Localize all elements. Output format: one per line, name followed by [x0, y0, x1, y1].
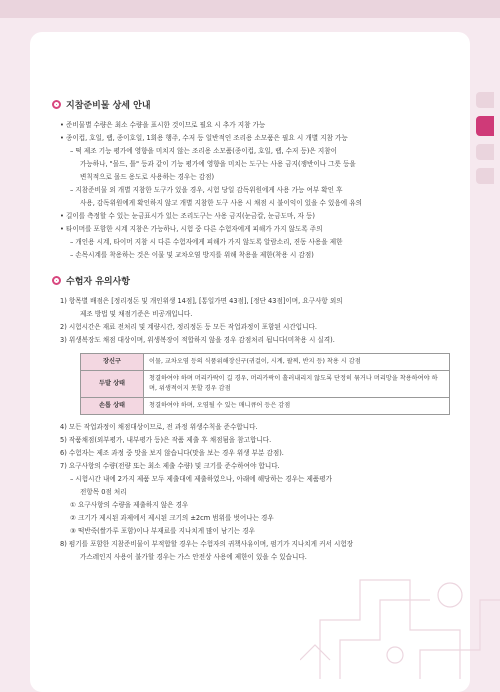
text-line: 가스레인지 사용이 불가할 경우는 가스 안전상 사용에 제한이 있을 수 있습니다.	[80, 553, 307, 561]
table-row	[81, 371, 450, 398]
text-line: 1) 항목별 배점은 [정리정돈 및 개인위생 14점], [통일가면 43점], [정단 43점]이며, 요구사항 외의	[60, 297, 343, 305]
text-line: – 떡 제조 기능 평가에 영향을 미치지 않는 조리용 소모품(종이컵, 호일, 랩, 수저 등)은 지참이	[70, 147, 338, 155]
text-line: 가능하나, "몰드, 틀" 등과 같이 기능 평가에 영향을 미치는 도구는 사용 금지(쟁반이나 그릇 등을	[80, 160, 356, 168]
text-line: • 준비물별 수량은 최소 수량을 표시한 것이므로 필요 시 추가 지참 가능	[60, 121, 266, 129]
text-line: 6) 수험자는 제조 과정 중 맛을 보지 않습니다(맛을 보는 경우 위생 부분 감점).	[60, 449, 284, 457]
text-line: ② 크기가 제시된 과제에서 제시된 크기의 ±2cm 범위를 벗어나는 경우	[70, 514, 274, 522]
side-tabs	[476, 92, 496, 192]
row-label: 손톱 상태	[81, 398, 144, 415]
text-line: – 지참준비물 외 개별 지참한 도구가 있을 경우, 시험 당일 감독위원에게 사용 가능 여부 확인 후	[70, 186, 343, 194]
text-line: – 손목시계를 착용하는 것은 이물 및 교차오염 방지를 위해 착용을 제한(착용 시 감점)	[70, 251, 314, 259]
text-line: 사용, 감독위원에게 확인하지 않고 개별 지참한 도구 사용 시 채점 시 불이익이 있을 수 있음에 유의	[80, 199, 362, 207]
side-tab[interactable]	[476, 144, 494, 160]
row-text: 청결하여야 하며, 오염될 수 있는 매니큐어 등은 감점	[144, 398, 450, 415]
text-line: 2) 시험시간은 재료 전처리 및 계량시간, 정리정돈 등 모든 작업과정이 포함된 시간입니다.	[60, 323, 317, 331]
side-tab[interactable]	[476, 168, 494, 184]
content	[52, 98, 452, 564]
text-line: 4) 모든 작업과정이 채점대상이므로, 전 과정 위생수칙을 준수합니다.	[60, 423, 258, 431]
text-line: • 길이를 측정할 수 있는 눈금표시가 있는 조리도구는 사용 금지(눈금칼, 눈금도마, 자 등)	[60, 212, 315, 220]
section-bullet-icon	[52, 276, 61, 285]
text-line: 3) 위생복장도 채점 대상이며, 위생복장이 적합하지 않을 경우 감점처리 됩니다(미착용 시 실격).	[60, 336, 335, 344]
section-prep-materials-title	[52, 98, 452, 111]
text-line: 전항목 0점 처리	[80, 488, 127, 496]
row-label: 장신구	[81, 354, 144, 371]
section-title-text: 지참준비물 상세 안내	[66, 101, 151, 111]
table-row	[81, 354, 450, 371]
row-text: 이물, 교차오염 등의 식품위해장신구(귀걸이, 시계, 팔찌, 반지 등) 착용 시 감점	[144, 354, 450, 371]
text-line: ③ 떡반죽(쌀가루 포함)이나 부재료를 지나치게 많이 남기는 경우	[70, 527, 255, 535]
section-bullet-icon	[52, 100, 61, 109]
row-label: 두발 상태	[81, 371, 144, 398]
text-line: • 종이컵, 호일, 랩, 종이호일, 1회용 행주, 수저 등 일반적인 조리용 소모품은 필요 시 개별 지참 가능	[60, 134, 348, 142]
text-line: 5) 작품채점(외부평가, 내부평가 등)은 작품 제출 후 채점됨을 참고합니다.	[60, 436, 272, 444]
prep-materials-list	[52, 119, 452, 262]
text-line: – 시험시간 내에 2가지 제품 모두 제출대에 제출하였으나, 아래에 해당하는 경우는 제품평가	[70, 475, 332, 483]
table-row	[81, 398, 450, 415]
hygiene-table	[80, 353, 450, 415]
text-line: 제조 방법 및 채점기준은 비공개입니다.	[80, 310, 193, 318]
top-bar	[0, 0, 500, 18]
section-candidate-notes-title	[52, 274, 452, 287]
text-line: 8) 펌기를 포함한 지참준비물이 부적합할 경우는 수험자의 귀책사유이며, 펌기가 지나치게 커서 시험장	[60, 540, 354, 548]
candidate-notes-list-continued	[52, 421, 452, 564]
text-line: – 개인용 시계, 타이머 지참 시 다른 수험자에게 피해가 가지 않도록 알람소리, 진동 사용을 제한	[70, 238, 343, 246]
text-line: 변칙적으로 몰드 용도로 사용하는 경우는 감점)	[80, 173, 215, 181]
row-text: 청결하여야 하며 머리카락이 길 경우, 머리카락이 흘러내리지 않도록 단정히 묶거나 머리망을 착용하여야 하며, 위생적이지 못할 경우 감점	[144, 371, 450, 398]
text-line: • 타이머를 포함한 시계 지참은 가능하나, 시험 중 다른 수험자에게 피해가 가지 않도록 주의	[60, 225, 323, 233]
text-line: ① 요구사항의 수량을 제출하지 않은 경우	[70, 501, 189, 509]
side-tab-active[interactable]	[476, 116, 494, 136]
side-tab[interactable]	[476, 92, 494, 108]
decorative-pattern	[300, 560, 500, 679]
candidate-notes-list	[52, 295, 452, 347]
text-line: 7) 요구사항의 수량(전량 또는 최소 제출 수량) 및 크기를 준수하여야 합니다.	[60, 462, 280, 470]
section-title-text: 수험자 유의사항	[66, 277, 130, 287]
